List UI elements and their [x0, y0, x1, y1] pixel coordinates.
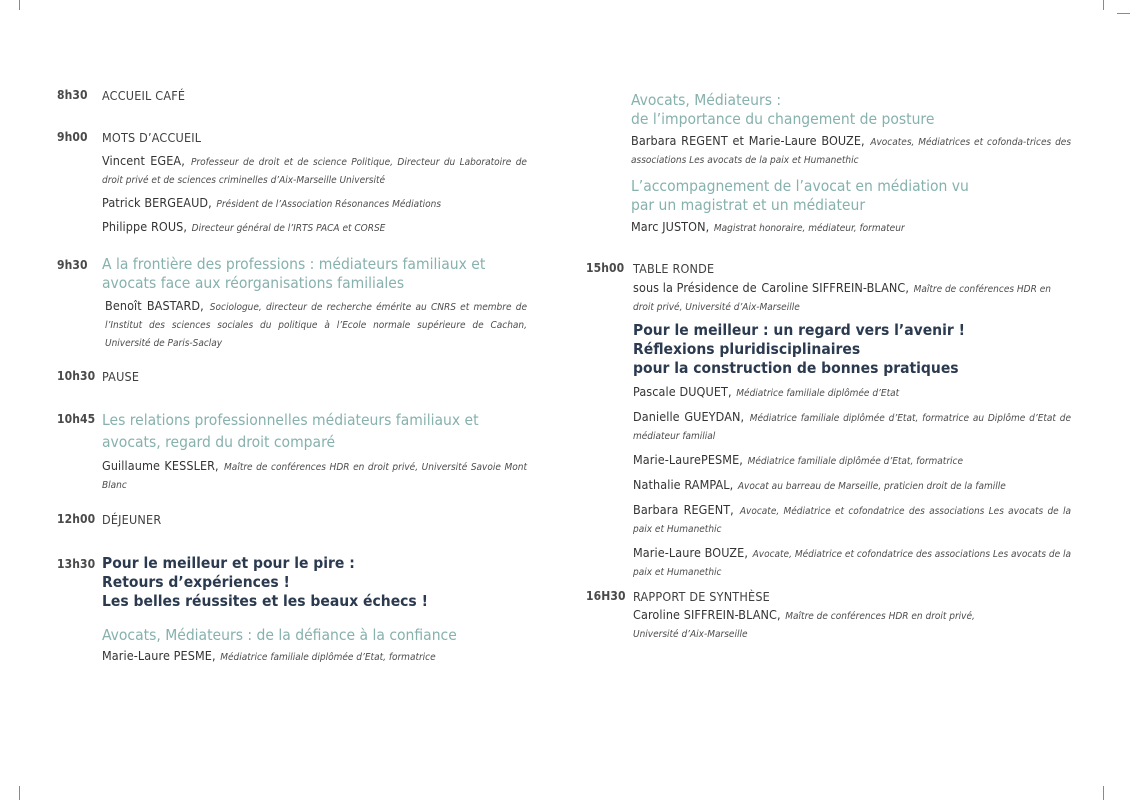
speaker-name: Barbara REGENT, [633, 502, 734, 517]
speaker [102, 297, 527, 351]
speaker-name: Benoît BASTARD, [105, 298, 204, 313]
session-title: de l’importance du changement de posture [631, 110, 935, 128]
speaker [102, 152, 527, 188]
session-subtitle: Avocats, Médiateurs : de la défiance à la confiance [102, 626, 457, 644]
speaker-role: Directeur général de l’IRTS PACA et CORSE [191, 223, 386, 234]
session-title: Les relations professionnelles médiateurs familiaux et [102, 411, 479, 429]
presidence [633, 279, 1071, 315]
session-label: TABLE RONDE [633, 261, 715, 276]
speaker-role: Médiatrice familiale diplômée d’Etat, formatrice [747, 456, 963, 467]
speaker-role: Avocat au barreau de Marseille, praticien droit de la famille [737, 481, 1006, 492]
speaker [633, 451, 1071, 469]
session-label: PAUSE [102, 369, 140, 384]
session-time: 9h00 [57, 130, 88, 144]
presidence-role: Maître de conférences HDR en droit privé, Université d’Aix-Marseille [633, 284, 1051, 313]
session-label: DÉJEUNER [102, 512, 162, 527]
session-label: ACCUEIL CAFÉ [102, 88, 186, 103]
speaker-name: Vincent EGEA, [102, 153, 185, 168]
crop-mark-bottom-right [1103, 786, 1104, 800]
speaker [102, 218, 527, 236]
speaker-role: Médiatrice familiale diplômée d’Etat [736, 388, 900, 399]
presidence-prefix: sous la Présidence de [633, 280, 757, 295]
speaker [102, 194, 527, 212]
speaker [633, 606, 1011, 642]
speaker-role: Sociologue, directeur de recherche émérite au CNRS et membre de l’Institut des sciences sociales du politique à l’Ecole normale supérieure de Cachan, Université de Paris-Saclay [105, 302, 527, 349]
session-label: RAPPORT DE SYNTHÈSE [633, 589, 770, 604]
session-time: 10h45 [57, 412, 96, 426]
crop-mark-bottom-left [19, 786, 20, 800]
session-title: avocats face aux réorganisations familiales [102, 274, 405, 292]
speaker-role: Avocates, Médiatrices et cofonda-trices des associations Les avocats de la paix et Humanethic [631, 137, 1072, 166]
session-time: 13h30 [57, 557, 96, 571]
speaker-name: Danielle GUEYDAN, [633, 409, 745, 424]
crop-mark-top-right [1103, 0, 1104, 10]
speaker-role: Professeur de droit et de science Politique, Directeur du Laboratoire de droit privé et de sciences criminelles d’Aix-Marseille Université [102, 157, 527, 186]
session-title: Réflexions pluridisciplinaires [633, 340, 861, 358]
session-time: 9h30 [57, 258, 88, 272]
session-time: 16H30 [586, 589, 626, 603]
speaker [633, 408, 1071, 444]
speaker-name: Pascale DUQUET, [633, 384, 732, 399]
speaker-name: Guillaume KESSLER, [102, 458, 219, 473]
session-title: Avocats, Médiateurs : [631, 91, 782, 109]
speaker-name: Philippe ROUS, [102, 219, 188, 234]
speaker-name: Marie-LaurePESME, [633, 452, 743, 467]
session-time: 12h00 [57, 512, 96, 526]
session-title: Les belles réussites et les beaux échecs ! [102, 592, 428, 610]
speaker [633, 383, 1071, 401]
speaker-name: Marie-Laure PESME, [102, 648, 216, 663]
session-title: pour la construction de bonnes pratiques [633, 359, 959, 377]
speaker [102, 647, 527, 665]
session-time: 8h30 [57, 88, 88, 102]
speaker [633, 476, 1071, 494]
speaker-role: Avocate, Médiatrice et cofondatrice des associations Les avocats de la paix et Humanethic [633, 506, 1071, 535]
speaker-role: Maître de conférences HDR en droit privé, Université Savoie Mont Blanc [102, 462, 527, 491]
speaker-name: Marie-Laure BOUZE, [633, 545, 748, 560]
speaker-role: Président de l’Association Résonances Médiations [216, 199, 442, 210]
speaker [102, 457, 527, 493]
session-title: Pour le meilleur et pour le pire : [102, 554, 355, 572]
session-time: 10h30 [57, 369, 96, 383]
session-time: 15h00 [586, 261, 625, 275]
session-label: MOTS D’ACCUEIL [102, 130, 202, 145]
speaker-name: Marc JUSTON, [631, 219, 710, 234]
speaker-role: Magistrat honoraire, médiateur, formateur [713, 223, 905, 234]
speaker [633, 544, 1071, 580]
speaker [631, 132, 1071, 168]
speaker-role: Médiatrice familiale diplômée d’Etat, formatrice [220, 652, 436, 663]
crop-mark-top-left [19, 0, 20, 10]
speaker-role: Médiatrice familiale diplômée d’Etat, formatrice au Diplôme d’Etat de médiateur familial [633, 413, 1072, 442]
speaker-name: Barbara REGENT et Marie-Laure BOUZE, [631, 133, 865, 148]
session-title: Pour le meilleur : un regard vers l’avenir ! [633, 321, 965, 339]
speaker-name: Caroline SIFFREIN-BLANC, [633, 607, 781, 622]
speaker-role: Maître de conférences HDR en droit privé, Université d’Aix-Marseille [633, 611, 975, 640]
presidence-name: Caroline SIFFREIN-BLANC, [761, 280, 909, 295]
session-title: Retours d’expériences ! [102, 573, 290, 591]
speaker [633, 501, 1071, 537]
session-title: A la frontière des professions : médiateurs familiaux et [102, 255, 486, 273]
speaker-name: Nathalie RAMPAL, [633, 477, 734, 492]
session-title: par un magistrat et un médiateur [631, 196, 866, 214]
session-title: avocats, regard du droit comparé [102, 433, 336, 451]
speaker [631, 218, 1071, 236]
speaker-name: Patrick BERGEAUD, [102, 195, 212, 210]
speaker-role: Avocate, Médiatrice et cofondatrice des associations Les avocats de la paix et Humanethic [633, 549, 1072, 578]
crop-mark-right-top [1117, 13, 1130, 14]
session-title: L’accompagnement de l’avocat en médiation vu [631, 177, 969, 195]
